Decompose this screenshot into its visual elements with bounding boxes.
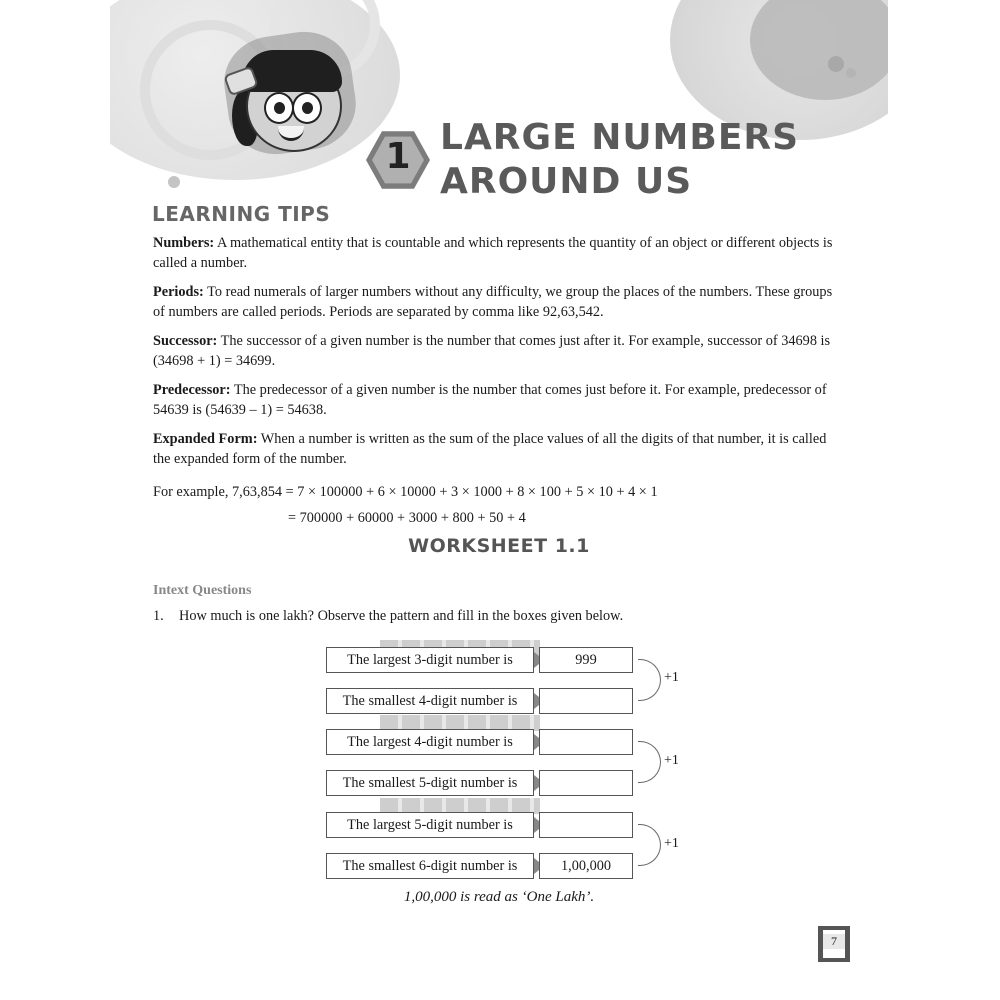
chapter-title: [440, 116, 799, 204]
page-number: 7: [823, 934, 845, 949]
tip-expanded-form: Expanded Form: When a number is written as the sum of the place values of all the digits of that number, it is called the expanded form of the number.: [153, 431, 827, 467]
row-label: The smallest 6-digit number is: [326, 853, 534, 879]
plus-one-label: +1: [664, 836, 679, 851]
question-1: [153, 608, 623, 625]
chapter-number-badge: [366, 128, 430, 192]
chapter-title-line-2: AROUND US: [440, 161, 693, 202]
learning-tips-heading: LEARNING TIPS: [152, 202, 331, 226]
plus-one-label: +1: [664, 670, 679, 685]
curved-arrow-icon: [638, 824, 661, 866]
tip-predecessor: Predecessor: The predecessor of a given number is the number that comes just before it. For example, predecessor of 54639 is (54639 – 1) = 54638.: [153, 382, 827, 418]
row-label: The smallest 4-digit number is: [326, 688, 534, 714]
tip-successor: Successor: The successor of a given number is the number that comes just after it. For example, successor of 34698 is (34698 + 1) = 34699.: [153, 333, 831, 369]
row-label: The smallest 5-digit number is: [326, 770, 534, 796]
row-label: The largest 5-digit number is: [326, 812, 534, 838]
question-text: How much is one lakh? Observe the pattern and fill in the boxes given below.: [179, 608, 624, 624]
intext-questions-label: Intext Questions: [153, 583, 252, 598]
pirate-kid-mascot-icon: [226, 30, 356, 155]
row-label: The largest 3-digit number is: [326, 647, 534, 673]
chapter-number: 1: [385, 136, 411, 177]
learning-tips-body: [153, 234, 833, 528]
answer-box[interactable]: 999: [539, 647, 633, 673]
tip-numbers: Numbers: A mathematical entity that is countable and which represents the quantity of an object or different objects is called a number.: [153, 235, 833, 271]
worksheet-heading: WORKSHEET 1.1: [408, 535, 590, 557]
answer-box[interactable]: [539, 770, 633, 796]
answer-box[interactable]: [539, 729, 633, 755]
example-line-1: For example, 7,63,854 = 7 × 100000 + 6 × 10000 + 3 × 1000 + 8 × 100 + 5 × 10 + 4 × 1: [153, 484, 658, 500]
chapter-title-line-1: LARGE NUMBERS: [440, 117, 800, 158]
answer-box[interactable]: [539, 688, 633, 714]
answer-box[interactable]: 1,00,000: [539, 853, 633, 879]
lakh-note: 1,00,000 is read as ‘One Lakh’.: [403, 889, 595, 905]
row-label: The largest 4-digit number is: [326, 729, 534, 755]
example-line-2: = 700000 + 60000 + 3000 + 800 + 50 + 4: [288, 509, 526, 526]
worksheet-page: [110, 0, 888, 1000]
tip-periods: Periods: To read numerals of larger numbers without any difficulty, we group the places of the numbers. These groups of numbers are called periods. Periods are separated by comma like 92,63,542.: [153, 284, 833, 320]
answer-box[interactable]: [539, 812, 633, 838]
plus-one-label: +1: [664, 753, 679, 768]
abacus-icon: [818, 926, 850, 962]
curved-arrow-icon: [638, 659, 661, 701]
curved-arrow-icon: [638, 741, 661, 783]
question-number: 1.: [153, 608, 164, 624]
